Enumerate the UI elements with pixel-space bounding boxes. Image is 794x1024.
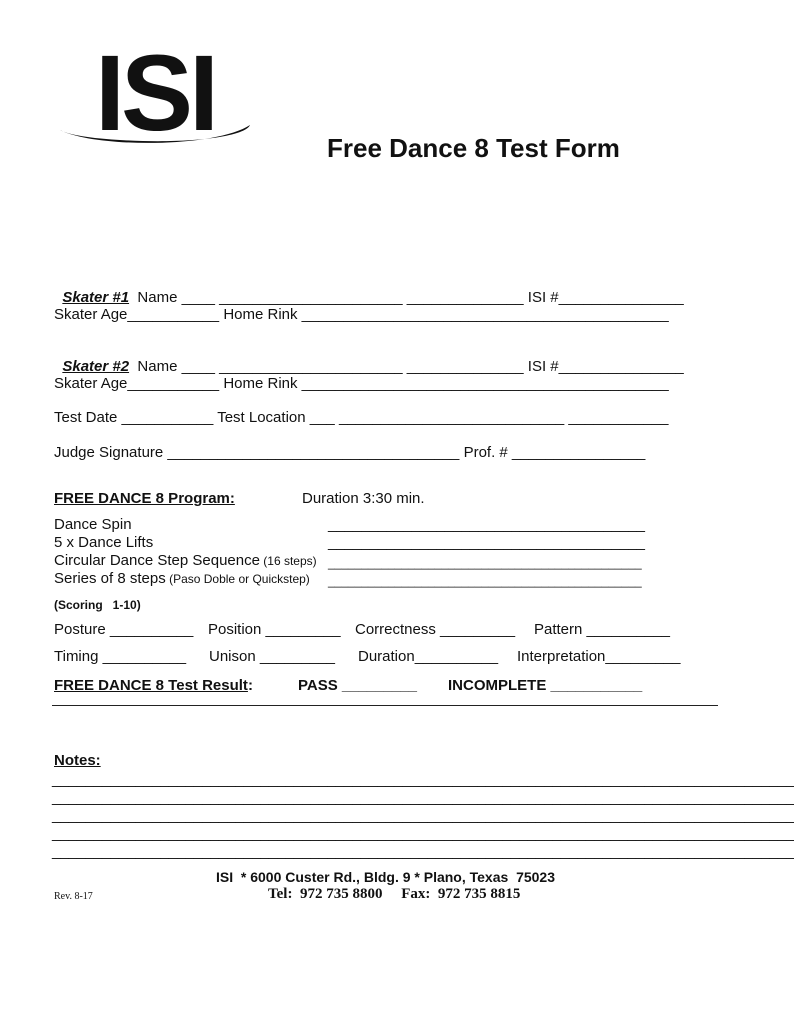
element-name: Circular Dance Step Sequence bbox=[54, 552, 260, 569]
element-name: Dance Spin bbox=[54, 516, 132, 533]
skater1-label: Skater #1 bbox=[62, 289, 130, 306]
element-blank[interactable]: _______________________________________________ bbox=[328, 574, 642, 588]
program-element bbox=[54, 534, 153, 551]
form-title: Free Dance 8 Test Form bbox=[327, 133, 620, 163]
section-divider bbox=[52, 705, 718, 706]
program-label: FREE DANCE 8 Program: bbox=[54, 490, 235, 507]
score-correctness[interactable]: Correctness _________ bbox=[355, 621, 516, 638]
footer-address: ISI * 6000 Custer Rd., Bldg. 9 * Plano, Texas 75023 bbox=[216, 869, 555, 885]
skater2-details[interactable]: Skater Age___________ Home Rink ____________________________________________ bbox=[54, 375, 669, 392]
element-name: 5 x Dance Lifts bbox=[54, 534, 154, 551]
element-note: (16 steps) bbox=[259, 554, 317, 568]
element-note: (Paso Doble or Quickstep) bbox=[165, 572, 310, 586]
isi-logo bbox=[55, 30, 255, 153]
result-pass[interactable]: PASS _________ bbox=[298, 677, 417, 694]
footer-phones: Tel: 972 735 8800 Fax: 972 735 8815 bbox=[268, 886, 521, 902]
notes-line[interactable]: _________________________________________________________________________________________ bbox=[52, 843, 794, 860]
skater1-row bbox=[54, 272, 684, 306]
score-position[interactable]: Position _________ bbox=[208, 621, 341, 638]
skater2-row bbox=[54, 341, 684, 375]
element-blank[interactable]: ______________________________________ bbox=[328, 516, 646, 533]
program-element bbox=[54, 570, 310, 587]
program-duration: Duration 3:30 min. bbox=[302, 490, 425, 507]
score-posture[interactable]: Posture __________ bbox=[54, 621, 194, 638]
skater1-name-field[interactable]: Name ____ ______________________ ______________ ISI #_______________ bbox=[129, 289, 684, 306]
score-timing[interactable]: Timing __________ bbox=[54, 648, 187, 665]
score-duration[interactable]: Duration__________ bbox=[358, 648, 499, 665]
element-blank[interactable]: ______________________________________ bbox=[328, 534, 646, 551]
score-interpretation[interactable]: Interpretation_________ bbox=[517, 648, 681, 665]
judge-signature[interactable]: Judge Signature ___________________________________ Prof. # ________________ bbox=[54, 444, 646, 461]
program-element bbox=[54, 552, 317, 569]
skater1-details[interactable]: Skater Age___________ Home Rink ____________________________________________ bbox=[54, 306, 669, 323]
result-row bbox=[54, 677, 253, 694]
result-colon: : bbox=[247, 677, 253, 694]
result-incomplete[interactable]: INCOMPLETE ___________ bbox=[448, 677, 643, 694]
score-pattern[interactable]: Pattern __________ bbox=[534, 621, 670, 638]
logo-text: ISI bbox=[94, 32, 216, 153]
test-date-location[interactable]: Test Date ___________ Test Location ___ ___________________________ ____________ bbox=[54, 409, 669, 426]
scoring-label: (Scoring 1-10) bbox=[54, 598, 141, 612]
notes-line[interactable]: _________________________________________________________________________________________ bbox=[52, 789, 794, 806]
notes-line[interactable]: _________________________________________________________________________________________ bbox=[52, 771, 794, 788]
score-unison[interactable]: Unison _________ bbox=[209, 648, 335, 665]
notes-line[interactable]: _________________________________________________________________________________________ bbox=[52, 807, 794, 824]
element-name: Series of 8 steps bbox=[54, 570, 166, 587]
element-blank[interactable]: _______________________________________________ bbox=[328, 556, 642, 570]
skater2-name-field[interactable]: Name ____ ______________________ ______________ ISI #_______________ bbox=[129, 358, 684, 375]
program-element bbox=[54, 516, 132, 533]
result-label: FREE DANCE 8 Test Result bbox=[54, 677, 248, 694]
revision-label: Rev. 8-17 bbox=[54, 891, 93, 902]
notes-label: Notes: bbox=[54, 752, 101, 769]
notes-line[interactable]: _________________________________________________________________________________________ bbox=[52, 825, 794, 842]
skater2-label: Skater #2 bbox=[62, 358, 130, 375]
